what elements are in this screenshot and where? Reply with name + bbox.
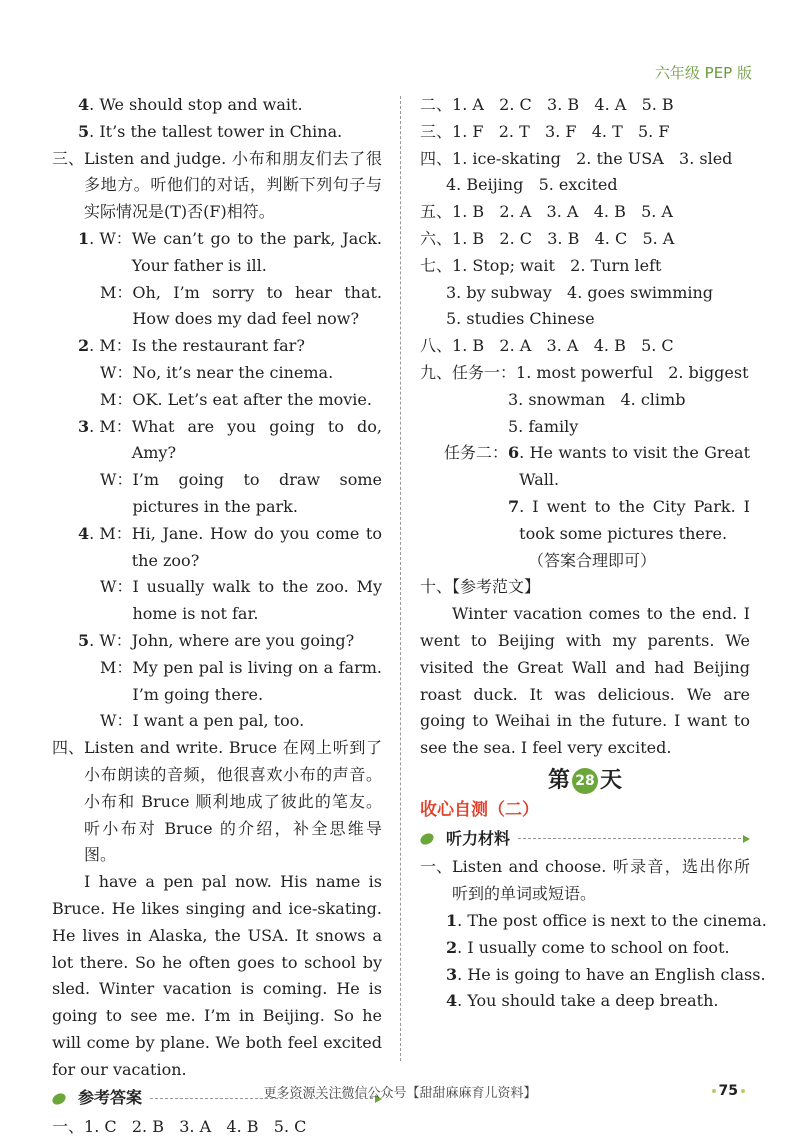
section-subtitle: 收心自测（二） — [420, 799, 539, 820]
day-title: 第 28 天 — [547, 767, 623, 793]
sample-essay: Winter vacation comes to the end. I went to Beijing with my parents. We visited the Great Wall and had Beijing roast duck. It was delicious. We are going to Weihai in the future. I want to see the sea. I feel very excited. — [420, 604, 750, 758]
answer-section-6: 六、1. B 2. C 3. B 4. C 5. A — [420, 228, 675, 248]
answer-section-5: 五、1. B 2. A 3. A 4. B 5. A — [420, 202, 673, 222]
column-divider — [400, 96, 401, 1061]
heading-rule — [518, 838, 741, 839]
answers-heading: 参考答案 — [78, 1088, 143, 1108]
triangle-icon — [743, 835, 750, 843]
right-column — [420, 92, 767, 1015]
day-number-badge: 28 — [572, 768, 598, 794]
dialog-4-line-2: W： I usually walk to the zoo. My home is not far. — [100, 577, 382, 624]
answer-section-4-cont: 4. Beijing 5. excited — [446, 175, 618, 195]
task2-item-6: 任务二：6 . He wants to visit the Great Wall. — [444, 443, 750, 490]
dot-icon — [712, 1089, 716, 1093]
answer-section-7-cont-2: 5. studies Chinese — [446, 309, 595, 329]
answer-section-7: 七、1. Stop; wait 2. Turn left — [420, 255, 662, 275]
answer-section-8: 八、1. B 2. A 3. A 4. B 5. C — [420, 336, 674, 356]
item-4: 4. We should stop and wait. — [78, 95, 303, 114]
item-5: 5. It’s the tallest tower in China. — [78, 121, 343, 141]
answer-section-10: 十、【参考范文】 — [420, 577, 541, 597]
dialog-5-line-2: M： My pen pal is living on a farm. I’m going there. — [100, 657, 382, 704]
dialog-2-line-3: M： OK. Let’s eat after the movie. — [100, 389, 372, 409]
answer-section-3: 三、1. F 2. T 3. F 4. T 5. F — [420, 121, 670, 141]
dialog-5-line-3: W： I want a pen pal, too. — [100, 711, 305, 731]
dialog-3-line-2: W： I’m going to draw some pictures in the park. — [100, 470, 382, 516]
choice-2: 2. I usually come to school on foot. — [446, 937, 730, 957]
section-4-instruction: 四、 Listen and write. Bruce 在网上听到了小布朗读的音频，他很喜欢小布的声音。小布和 Bruce 顺利地成了彼此的笔友。听小布对 Bruce 的介绍，补全思维导图。 — [52, 738, 382, 865]
grade-label: 六年级 PEP 版 — [654, 64, 752, 82]
dialog-4-line-1: 4. M： Hi, Jane. How do you come to the zoo? — [78, 523, 382, 570]
listening-heading-bar — [420, 826, 750, 853]
dialog-2-line-2: W： No, it’s near the cinema. — [100, 362, 334, 382]
leaf-icon — [418, 831, 435, 847]
page-number: 75 — [709, 1083, 748, 1099]
answer-section-9-task1: 九、任务一：1. most powerful 2. biggest — [420, 362, 749, 382]
dialog-5-line-1: 5. W： John, where are you going? — [78, 630, 355, 650]
section-3-instruction: 三、 Listen and judge. 小布和朋友们去了很多地方。听他们的对话，判断下列句子与实际情况是(T)否(F)相符。 — [52, 148, 382, 222]
dialog-1-line-2: M： Oh, I’m sorry to hear that. How does my dad feel now? — [100, 282, 382, 329]
choice-1: 1. The post office is next to the cinema. — [446, 910, 767, 930]
dialog-1-line-1: 1. W： We can’t go to the park, Jack. Your father is ill. — [78, 228, 382, 275]
answer-section-4: 四、1. ice-skating 2. the USA 3. sled — [420, 148, 733, 168]
listening-passage: I have a pen pal now. His name is Bruce. He likes singing and ice-skating. He lives in Alaska, the USA. It snows a lot there. So he often goes to school by sled. Winter vacation is coming. He is going to see me. I’m in Beijing. So he will come by plane. We both feel excited for our vacation. — [52, 872, 382, 1079]
answer-section-2: 二、1. A 2. C 3. B 4. A 5. B — [420, 95, 674, 114]
section-1-instruction: 一、 Listen and choose. 听录音，选出你所听到的单词或短语。 — [420, 857, 750, 904]
dialog-3-line-1: 3. M： What are you going to do, Amy? — [78, 416, 382, 463]
choice-4: 4. You should take a deep breath. — [446, 991, 719, 1011]
task2-item-7: 7 . I went to the City Park. I took some pictures there. — [508, 496, 750, 543]
left-column — [52, 92, 382, 1141]
answer-section-7-cont-1: 3. by subway 4. goes swimming — [446, 282, 714, 302]
answer-section-1: 一、1. C 2. B 3. A 4. B 5. C — [52, 1117, 307, 1137]
choice-3: 3. He is going to have an English class. — [446, 964, 766, 984]
task1-line-3: 5. family — [508, 416, 579, 436]
listening-heading: 听力材料 — [446, 828, 511, 848]
task2-note: （答案合理即可） — [528, 550, 657, 570]
task1-line-2: 3. snowman 4. climb — [508, 389, 686, 409]
dot-icon — [741, 1089, 745, 1093]
dialog-2-line-1: 2. M： Is the restaurant far? — [78, 336, 305, 356]
footer-text: 更多资源关注微信公众号【甜甜麻麻育儿资料】 — [263, 1086, 537, 1101]
